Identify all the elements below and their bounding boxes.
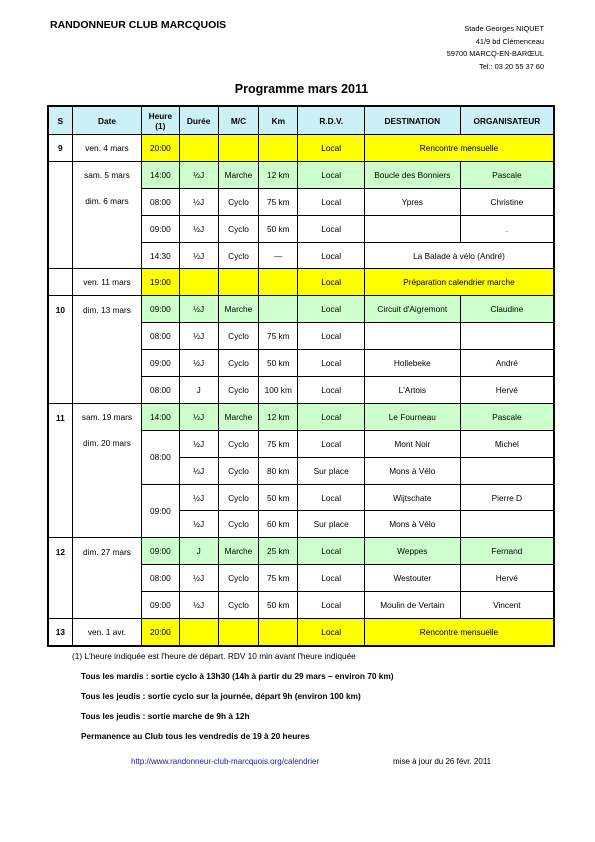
duree-cell: ½J [179, 592, 218, 619]
organisateur-cell: Vincent [460, 592, 554, 619]
destination-cell: La Balade à vélo (André) [364, 242, 554, 269]
km-cell: 50 km [259, 484, 298, 511]
table-header-row [48, 106, 554, 135]
rdv-cell: Local [298, 350, 365, 377]
address-phone: Tel.: 03 20 55 37 60 [479, 61, 544, 71]
rdv-cell: Local [298, 565, 365, 592]
rdv-cell: Local [298, 269, 365, 296]
calendar-link[interactable]: http://www.randonneur-club-marcquois.org/calendrier [131, 757, 320, 766]
duree-cell: ½J [179, 323, 218, 350]
heure-cell: 20:00 [142, 619, 179, 646]
mc-cell: Cyclo [218, 592, 258, 619]
destination-cell: Ypres [364, 188, 460, 215]
heure-cell: 09:00 [142, 592, 179, 619]
table-row [48, 403, 554, 430]
week-number: 9 [48, 135, 72, 162]
col-header-organisateur: ORGANISATEUR [460, 106, 554, 135]
rdv-cell: Local [298, 377, 365, 404]
mc-cell: Cyclo [218, 350, 258, 377]
date-cell: ven. 4 mars [72, 135, 142, 162]
km-cell: — [259, 242, 298, 269]
date-text: dim. 6 mars [85, 195, 129, 206]
mc-cell: Cyclo [218, 377, 258, 404]
mc-cell: Cyclo [218, 457, 258, 484]
heure-cell: 08:00 [142, 377, 179, 404]
organisateur-cell [460, 457, 554, 484]
duree-cell: ½J [179, 242, 218, 269]
organisateur-cell: Pascale [460, 161, 554, 188]
club-address [447, 23, 544, 73]
date-text: dim. 20 mars [82, 437, 131, 448]
organisateur-cell: Pascale [460, 403, 554, 430]
organisateur-cell: Claudine [460, 296, 554, 323]
heure-cell: 09:00 [142, 538, 179, 565]
week-number: 11 [48, 403, 72, 537]
km-cell: 75 km [259, 565, 298, 592]
duree-cell: ½J [179, 403, 218, 430]
week-number [48, 269, 72, 296]
mc-cell: Marche [218, 161, 258, 188]
date-cell: ven. 11 mars [72, 269, 142, 296]
km-cell: 25 km [259, 538, 298, 565]
duree-cell [179, 269, 218, 296]
duree-cell: ½J [179, 188, 218, 215]
km-cell: 12 km [259, 161, 298, 188]
mc-cell: Cyclo [218, 511, 258, 538]
rdv-cell: Local [298, 215, 365, 242]
destination-cell: Mons à Vélo [364, 457, 460, 484]
organisateur-cell [460, 511, 554, 538]
duree-cell: ½J [179, 215, 218, 242]
rdv-cell: Local [298, 135, 365, 162]
col-header-duree: Durée [179, 106, 218, 135]
note-line: Tous les mardis : sortie cyclo à 13h30 (14h à partir du 29 mars – environ 70 km) [81, 671, 394, 681]
update-date: mise à jour du 26 févr. 2011 [393, 757, 492, 766]
duree-cell: ½J [179, 296, 218, 323]
destination-cell [364, 215, 460, 242]
destination-cell: Rencontre mensuelle [364, 135, 554, 162]
destination-cell: Moulin de Vertain [364, 592, 460, 619]
programme-table [47, 105, 555, 647]
heure-cell: 19:00 [142, 269, 179, 296]
heure-cell: 14:30 [142, 242, 179, 269]
mc-cell: Cyclo [218, 430, 258, 457]
col-header-destination: DESTINATION [364, 106, 460, 135]
table-row [48, 296, 554, 323]
date-text: sam. 19 mars [81, 411, 133, 422]
table-row [48, 619, 554, 646]
destination-cell: Boucle des Bonniers [364, 161, 460, 188]
destination-cell: Wijtschate [364, 484, 460, 511]
duree-cell: ½J [179, 457, 218, 484]
heure-cell: 08:00 [142, 188, 179, 215]
date-text: sam. 5 mars [84, 169, 130, 180]
mc-cell: Cyclo [218, 484, 258, 511]
week-number: 12 [48, 538, 72, 619]
table-row [48, 269, 554, 296]
heure-cell: 09:00 [142, 350, 179, 377]
organisateur-cell [460, 323, 554, 350]
duree-cell: J [179, 377, 218, 404]
rdv-cell: Sur place [298, 511, 365, 538]
rdv-cell: Local [298, 242, 365, 269]
mc-cell [218, 619, 258, 646]
mc-cell [218, 269, 258, 296]
destination-cell: Préparation calendrier marche [364, 269, 554, 296]
km-cell: 12 km [259, 403, 298, 430]
col-header-rdv: R.D.V. [298, 106, 365, 135]
km-cell: 75 km [259, 188, 298, 215]
km-cell: 80 km [259, 457, 298, 484]
heure-cell: 09:00 [142, 296, 179, 323]
duree-cell: J [179, 538, 218, 565]
mc-cell: Cyclo [218, 215, 258, 242]
note-line: Tous les jeudis : sortie marche de 9h à 12h [81, 711, 250, 721]
rdv-cell: Local [298, 484, 365, 511]
rdv-cell: Sur place [298, 457, 365, 484]
week-number [48, 161, 72, 269]
km-cell [259, 296, 298, 323]
km-cell: 50 km [259, 215, 298, 242]
table-row [48, 161, 554, 188]
rdv-cell: Local [298, 430, 365, 457]
col-header-date: Date [72, 106, 142, 135]
destination-cell: Le Fourneau [364, 403, 460, 430]
rdv-cell: Local [298, 538, 365, 565]
organisateur-cell: Fernand [460, 538, 554, 565]
date-cell: dim. 13 mars [72, 296, 142, 404]
rdv-cell: Local [298, 296, 365, 323]
mc-cell: Cyclo [218, 188, 258, 215]
note-line: Permanence au Club tous les vendredis de 19 à 20 heures [81, 731, 310, 741]
col-header-s: S [48, 106, 72, 135]
date-cell [72, 403, 142, 537]
rdv-cell: Local [298, 403, 365, 430]
km-cell [259, 135, 298, 162]
heure-cell: 08:00 [142, 565, 179, 592]
duree-cell [179, 135, 218, 162]
km-cell: 50 km [259, 350, 298, 377]
footnote: (1) L'heure indiquée est l'heure de départ. RDV 10 min avant l'heure indiquée [72, 651, 356, 661]
address-line: Stade Georges NIQUET [464, 24, 544, 33]
km-cell [259, 619, 298, 646]
mc-cell: Cyclo [218, 565, 258, 592]
duree-cell [179, 619, 218, 646]
heure-cell: 20:00 [142, 135, 179, 162]
duree-cell: ½J [179, 484, 218, 511]
heure-cell: 08:00 [142, 430, 179, 484]
rdv-cell: Local [298, 323, 365, 350]
organisateur-cell: Hervé [460, 565, 554, 592]
date-cell: ven. 1 avr. [72, 619, 142, 646]
rdv-cell: Local [298, 592, 365, 619]
duree-cell: ½J [179, 350, 218, 377]
week-number: 13 [48, 619, 72, 646]
address-line: 41/9 bd Clémenceau [475, 36, 544, 46]
mc-cell: Cyclo [218, 323, 258, 350]
mc-cell: Marche [218, 538, 258, 565]
heure-cell: 14:00 [142, 403, 179, 430]
organisateur-cell: . [460, 215, 554, 242]
heure-cell: 09:00 [142, 484, 179, 538]
duree-cell: ½J [179, 430, 218, 457]
organisateur-cell: Pierre D [460, 484, 554, 511]
destination-cell: Circuit d'Aigremont [364, 296, 460, 323]
duree-cell: ½J [179, 161, 218, 188]
km-cell: 100 km [259, 377, 298, 404]
page-title: Programme mars 2011 [234, 82, 369, 96]
table-row [48, 538, 554, 565]
destination-cell: Rencontre mensuelle [364, 619, 554, 646]
heure-cell: 14:00 [142, 161, 179, 188]
week-number: 10 [48, 296, 72, 404]
km-cell: 75 km [259, 323, 298, 350]
rdv-cell: Local [298, 161, 365, 188]
km-cell: 50 km [259, 592, 298, 619]
heure-cell: 08:00 [142, 323, 179, 350]
date-cell [72, 161, 142, 269]
destination-cell: L'Artois [364, 377, 460, 404]
mc-cell: Marche [218, 296, 258, 323]
duree-cell: ½J [179, 511, 218, 538]
destination-cell: Westouter [364, 565, 460, 592]
heure-cell: 09:00 [142, 215, 179, 242]
km-cell: 75 km [259, 430, 298, 457]
rdv-cell: Local [298, 619, 365, 646]
mc-cell [218, 135, 258, 162]
date-cell: dim. 27 mars [72, 538, 142, 619]
destination-cell: Mons à Vélo [364, 511, 460, 538]
mc-cell: Marche [218, 403, 258, 430]
rdv-cell: Local [298, 188, 365, 215]
organisateur-cell: Christine [460, 188, 554, 215]
club-name: RANDONNEUR CLUB MARCQUOIS [50, 19, 227, 31]
destination-cell [364, 323, 460, 350]
col-header-mc: M/C [218, 106, 258, 135]
mc-cell: Cyclo [218, 242, 258, 269]
km-cell: 60 km [259, 511, 298, 538]
organisateur-cell: Hervé [460, 377, 554, 404]
km-cell [259, 269, 298, 296]
table-row [48, 135, 554, 162]
duree-cell: ½J [179, 565, 218, 592]
col-header-heure: Heure (1) [142, 106, 179, 135]
organisateur-cell: André [460, 350, 554, 377]
destination-cell: Weppes [364, 538, 460, 565]
destination-cell: Mont Noir [364, 430, 460, 457]
address-line: 59700 MARCQ-EN-BARŒUL [446, 49, 544, 59]
col-header-km: Km [259, 106, 298, 135]
note-line: Tous les jeudis : sortie cyclo sur la journée, départ 9h (environ 100 km) [81, 691, 361, 701]
organisateur-cell: Michel [460, 430, 554, 457]
destination-cell: Hollebeke [364, 350, 460, 377]
